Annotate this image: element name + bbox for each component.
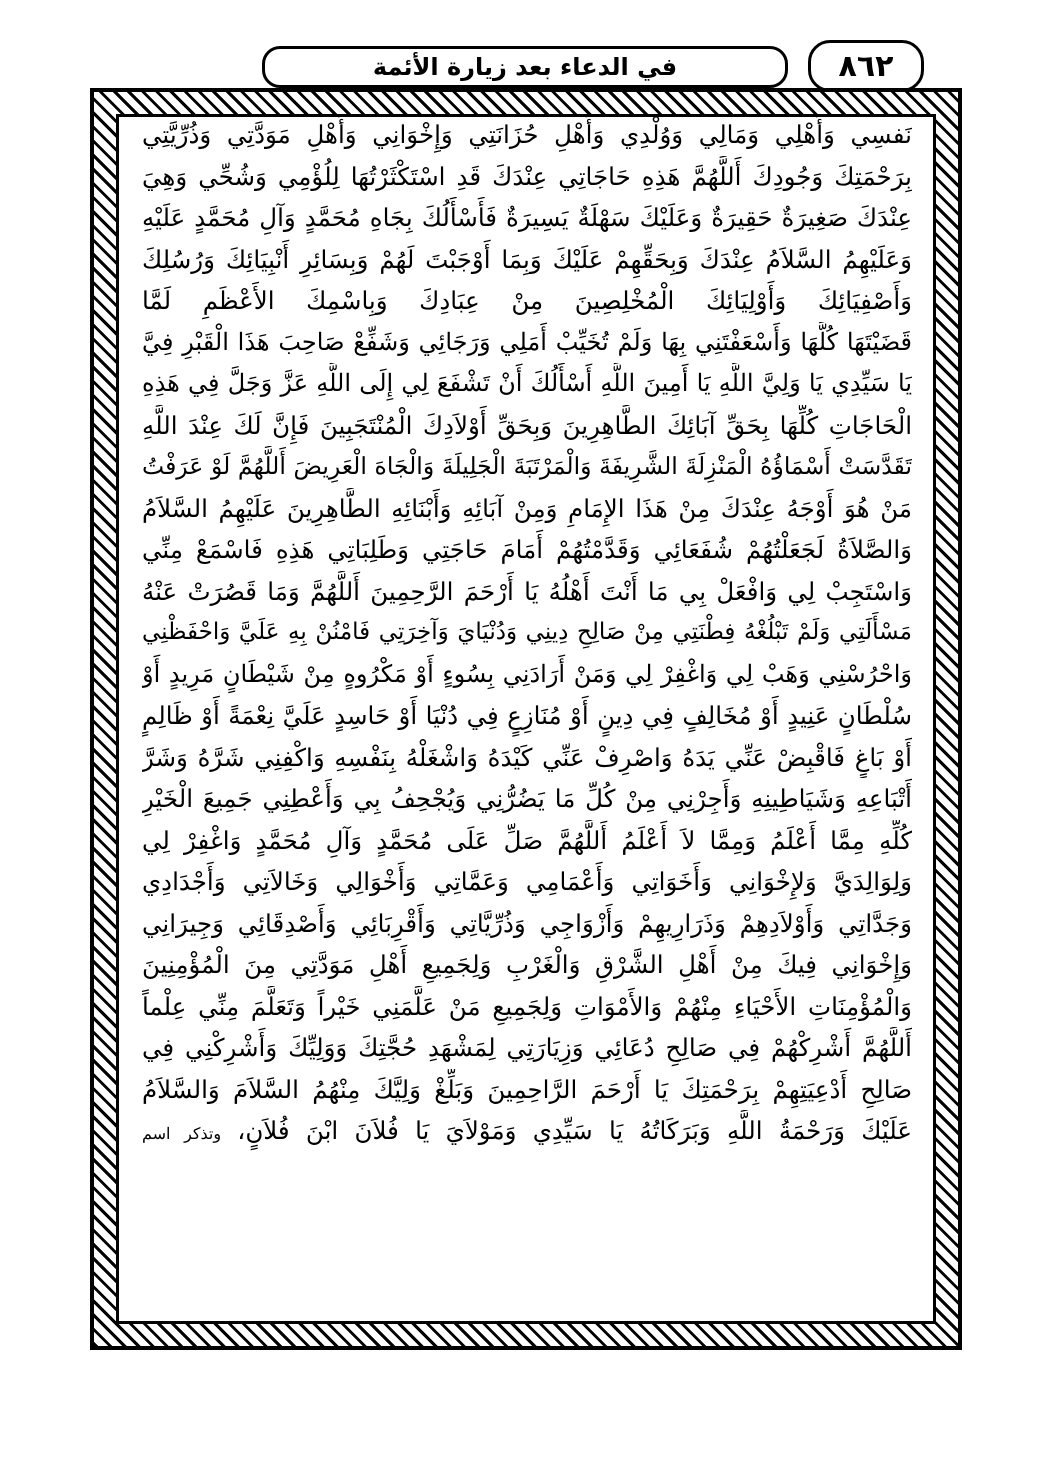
text-line: عِنْدَكَ صَغِيرَةٌ حَقِيرَةٌ وَعَلَيْكَ سَهْلَةٌ يَسِيرَةٌ فَأَسْأَلُكَ بِجَاهِ مُحَمَّدٍ وَآلِ مُحَمَّدٍ عَلَيْهِ (142, 203, 912, 232)
text-line: وَاسْتَجِبْ لِي وَافْعَلْ بِي مَا أَنْتَ أَهْلُهُ يَا أَرْحَمَ الرَّحِمِينَ أَللَّهُمَّ وَمَا قَصُرَتْ عَنْهُ (142, 576, 912, 606)
text-line: وَاحْرُسْنِي وَهَبْ لِي وَاغْفِرْ لِي وَمَنْ أَرَادَنِي بِسُوءٍ أَوْ مَكْرُوهٍ مِنْ شَيْطَانٍ مَرِيدٍ أَوْ (142, 659, 912, 688)
text-line: كُلِّهِ مِمَّا أَعْلَمُ وَمِمَّا لاَ أَعْلَمُ أَللَّهُمَّ صَلِّ عَلَى مُحَمَّدٍ وَآلِ مُحَمَّدٍ وَاغْفِرْ لِي (142, 825, 912, 855)
text-line: نَفسِي وَأَهْلِي وَمَالِي وَوُلْدِي وَأَهْلِ حُزَانَتِي وَإِخْوَانِي وَأَهْلِ مَوَدَّتِي وَذُرِّيَّتِي (142, 120, 912, 149)
text-line: صَالِحِ أَدْعِيَتِهِمْ بِرَحْمَتِكَ يَا أَرْحَمَ الرَّاحِمِينَ وَبَلِّغْ وَلِيَّكَ مِنْهُمُ السَّلاَمَ وَالسَّلاَمُ (142, 1074, 912, 1104)
last-line-text: عَلَيْكَ وَرَحْمَةُ اللَّهِ وَبَرَكَاتُهُ يَا سَيِّدِي وَمَوْلاَيَ يَا فُلاَنَ ابْنَ فُلاَنٍ، (237, 1116, 912, 1145)
page-header (262, 40, 924, 88)
text-line: بِرَحْمَتِكَ وَجُودِكَ أَللَّهُمَّ هَذِهِ حَاجَاتِي عِنْدَكَ قَدِ اسْتَكْثَرْتُهَا لِلُؤْمِي وَشُحِّي وَهِيَ (142, 161, 912, 191)
text-line: قَضَيْتَهَا كُلَّهَا وَأَسْعَفْتَنِي بِهَا وَلَمْ تُخَيِّبْ أَمَلِي وَرَجَائِي وَشَفِّعْ صَاحِبَ هَذَا الْقَبْرِ فِيَّ (142, 327, 912, 356)
text-line: وَإِخْوَانِي فِيكَ مِنْ أَهْلِ الشَّرْقِ وَالْغَرْبِ وَلِجَمِيعِ أَهْلِ مَوَدَّتِي مِنَ الْمُؤْمِنِينَ (142, 950, 912, 979)
text-line: سُلْطَانٍ عَنِيدٍ أَوْ مُخَالِفٍ فِي دِينٍ أَوْ مُنَازِعٍ فِي دُنْيَا أَوْ حَاسِدٍ عَلَيَّ نِعْمَةً أَوْ ظَالِمٍ (142, 701, 912, 730)
text-line-last (142, 1110, 912, 1152)
running-title: في الدعاء بعد زيارة الأئمة (372, 53, 678, 81)
text-line: تَقَدَّسَتْ أَسْمَاؤُهُ الْمَنْزِلَةَ الشَّرِيفَةَ وَالْمَرْتَبَةَ الْجَلِيلَةَ وَالْجَاهَ الْعَرِيضَ أَللَّهُمَّ لَوْ عَرَفْتُ (142, 452, 912, 480)
prayer-text (142, 114, 912, 1152)
header-title-box (262, 46, 788, 88)
text-line: أَوْ بَاغٍ فَاقْبِضْ عَنِّي يَدَهُ وَاصْرِفْ عَنِّي كَيْدَهُ وَاشْغَلْهُ بِنَفْسِهِ وَاكْفِنِي شَرَّهُ وَشَرَّ (142, 742, 912, 772)
text-line: أَللَّهُمَّ أَشْرِكْهُمْ فِي صَالِحِ دُعَائِي وَزِيَارَتِي لِمَشْهَدِ حُجَّتِكَ وَوَلِيِّكَ وَأَشْرِكْنِي فِي (142, 1033, 912, 1062)
text-line: يَا سَيِّدِي يَا وَلِيَّ اللَّهِ يَا أَمِينَ اللَّهِ أَسْأَلُكَ أَنْ تَشْفَعَ لِي إِلَى اللَّهِ عَزَّ وَجَلَّ فِي هَذِهِ (142, 369, 912, 397)
text-line: وَجَدَّاتِي وَأَوْلاَدِهِمْ وَذَرَارِيهِمْ وَأَزْوَاجِي وَذُرِّيَّاتِي وَأَقْرِبَائِي وَأَصْدِقَائِي وَجِيرَانِي (142, 908, 912, 938)
page-number-box (808, 40, 924, 92)
page-number: ٨٦٢ (838, 48, 894, 84)
editorial-note: وتذكر اسم (142, 1124, 222, 1143)
text-line: أَتْبَاعِهِ وَشَيَاطِينِهِ وَأَجِرْنِي مِنْ كُلِّ مَا يَضُرُّنِي وَيُجْحِفُ بِي وَأَعْطِنِي جَمِيعَ الْخَيْرِ (142, 784, 912, 813)
text-line: مَنْ هُوَ أَوْجَهُ عِنْدَكَ مِنْ هَذَا الإِمَامِ وَمِنْ آبَائِهِ وَأَبْنَائِهِ الطَّاهِرِينَ عَلَيْهِمُ السَّلاَمُ (142, 493, 912, 523)
text-line: وَعَلَيْهِمُ السَّلاَمُ عِنْدَكَ وَبِحَقِّهِمْ عَلَيْكَ وَبِمَا أَوْجَبْتَ لَهُمْ وَبِسَائِرِ أَنْبِيَائِكَ وَرُسُلِكَ (142, 244, 912, 274)
text-line: مَسْأَلَتِي وَلَمْ تَبْلُغْهُ فِطْنَتِي مِنْ صَالِحِ دِينِي وَدُنْيَايَ وَآخِرَتِي فَامْنُنْ بِهِ عَلَيَّ وَاحْفَظْنِي (142, 619, 912, 645)
text-line: وَأَصْفِيَائِكَ وَأَوْلِيَائِكَ الْمُخْلِصِينَ مِنْ عِبَادِكَ وَبِاسْمِكَ الأَعْظَمِ لَمَّا (142, 286, 912, 315)
text-line: الْحَاجَاتِ كُلِّهَا بِحَقِّ آبَائِكَ الطَّاهِرِينَ وَبِحَقِّ أَوْلاَدِكَ الْمُنْتَجَبِينَ فَإِنَّ لَكَ عِنْدَ اللَّهِ (142, 410, 912, 440)
text-line: وَلِوَالِدَيَّ وَلإِخْوَانِي وَأَخَوَاتِي وَأَعْمَامِي وَعَمَّاتِي وَأَخْوَالِي وَخَالاَتِي وَأَجْدَادِي (142, 867, 912, 896)
text-line: وَالْمُؤْمِنَاتِ الأَحْيَاءِ مِنْهُمْ وَالأَمْوَاتِ وَلِجَمِيعِ مَنْ عَلَّمَنِي خَيْراً وَتَعَلَّمَ مِنِّي عِلْماً (142, 991, 912, 1021)
text-line: وَالصَّلاَةُ لَجَعَلْتُهُمْ شُفَعَائِي وَقَدَّمْتُهُمْ أَمَامَ حَاجَتِي وَطَلِبَاتِي هَذِهِ فَاسْمَعْ مِنِّي (142, 535, 912, 564)
